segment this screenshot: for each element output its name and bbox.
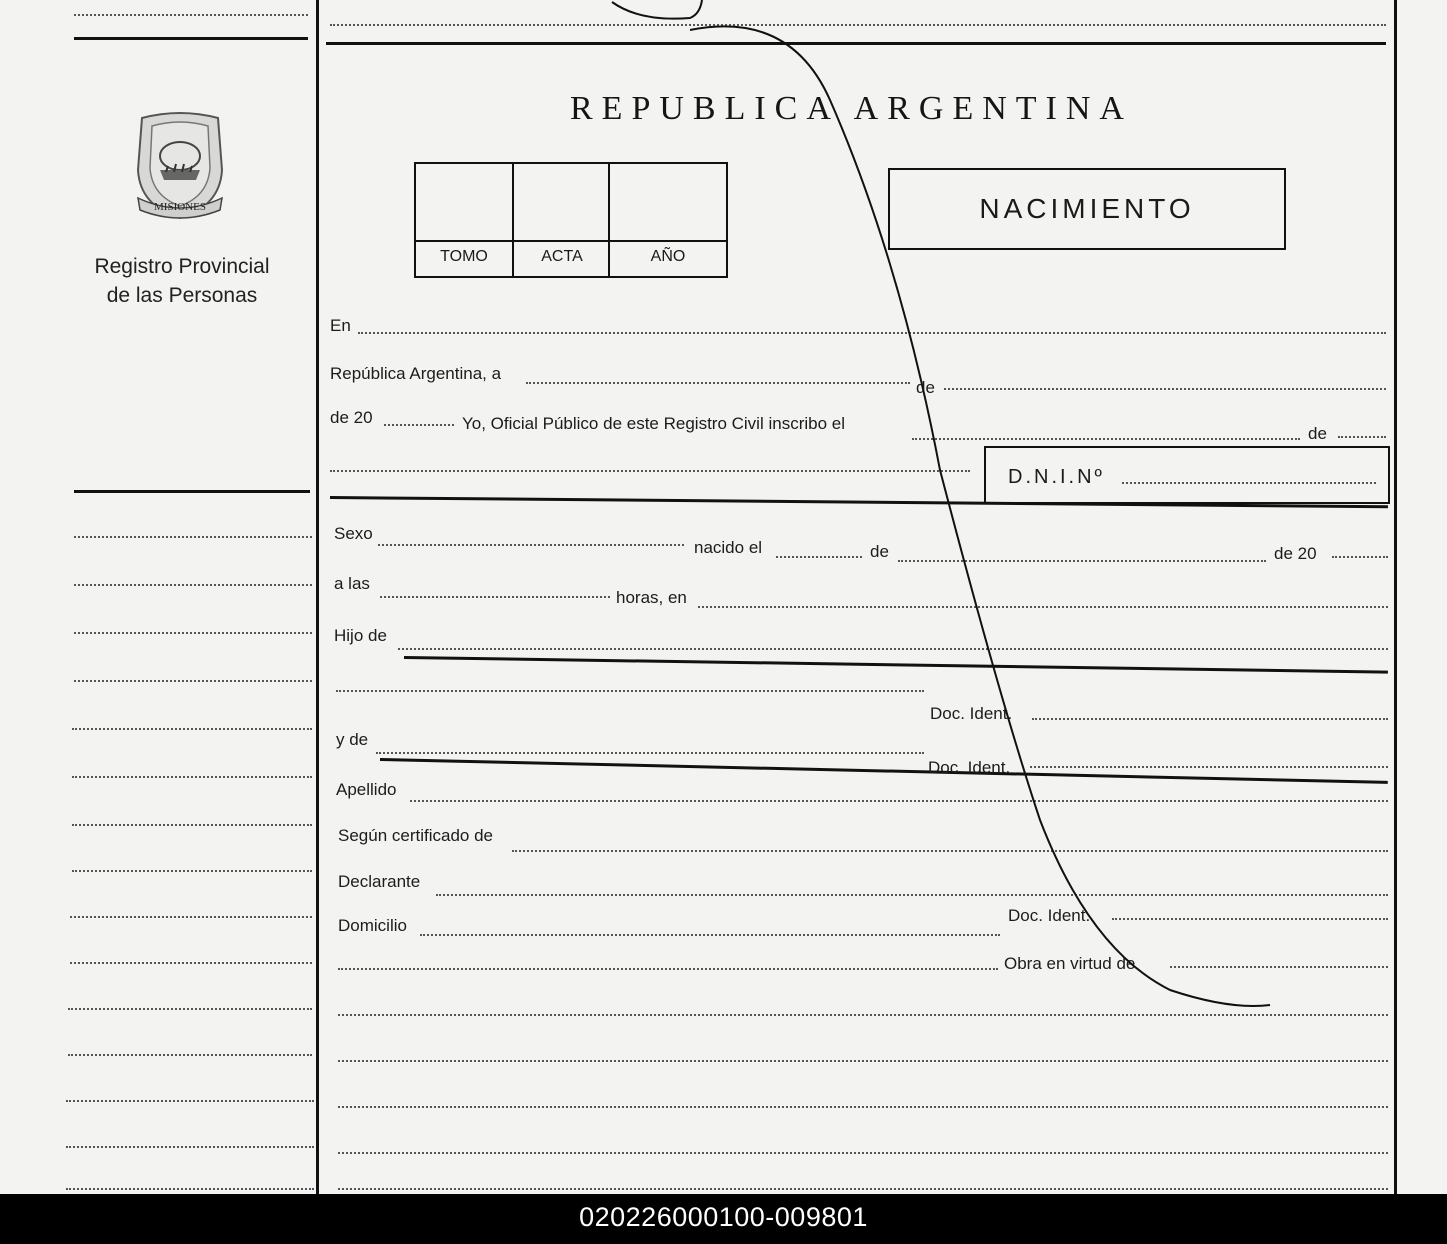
segun-certificado-label: Según certificado de: [338, 826, 493, 845]
sexo-label: Sexo: [334, 524, 373, 543]
en-label: En: [330, 316, 351, 335]
y-de-label: y de: [336, 730, 369, 749]
apellido-label: Apellido: [336, 780, 397, 799]
obra-en-virtud-label: Obra en virtud de: [1004, 954, 1136, 973]
record-type: NACIMIENTO: [979, 193, 1195, 224]
document-id-bar: [0, 1194, 1447, 1244]
republica-label: República Argentina, a: [330, 364, 502, 383]
doc-ident-label: Doc. Ident.: [1008, 906, 1091, 925]
de-label: de: [1308, 424, 1327, 443]
year-prefix-label: de 20: [1274, 544, 1317, 563]
country-title: REPUBLICA ARGENTINA: [570, 90, 1133, 127]
domicilio-label: Domicilio: [338, 916, 407, 935]
year-prefix-label: de 20: [330, 408, 373, 427]
registry-line1: Registro Provincial: [94, 255, 270, 278]
seal-text: MISIONES: [154, 201, 206, 213]
tomo-label: TOMO: [440, 248, 488, 265]
declarante-label: Declarante: [338, 872, 421, 891]
horas-en-label: horas, en: [616, 588, 687, 607]
document-id: 020226000100-009801: [579, 1202, 868, 1232]
doc-ident-label: Doc. Ident.: [928, 758, 1011, 777]
de-label: de: [916, 378, 935, 397]
a-las-label: a las: [334, 574, 370, 593]
hijo-de-label: Hijo de: [334, 626, 387, 645]
acta-label: ACTA: [541, 248, 583, 265]
registry-line2: de las Personas: [106, 284, 258, 307]
dni-label: D.N.I.Nº: [1008, 466, 1105, 488]
oficial-statement: Yo, Oficial Público de este Registro Civil inscribo el: [462, 414, 845, 433]
doc-ident-label: Doc. Ident.: [930, 704, 1013, 723]
de-label: de: [870, 542, 889, 561]
nacido-el-label: nacido el: [694, 538, 763, 557]
ano-label: AÑO: [650, 248, 686, 265]
